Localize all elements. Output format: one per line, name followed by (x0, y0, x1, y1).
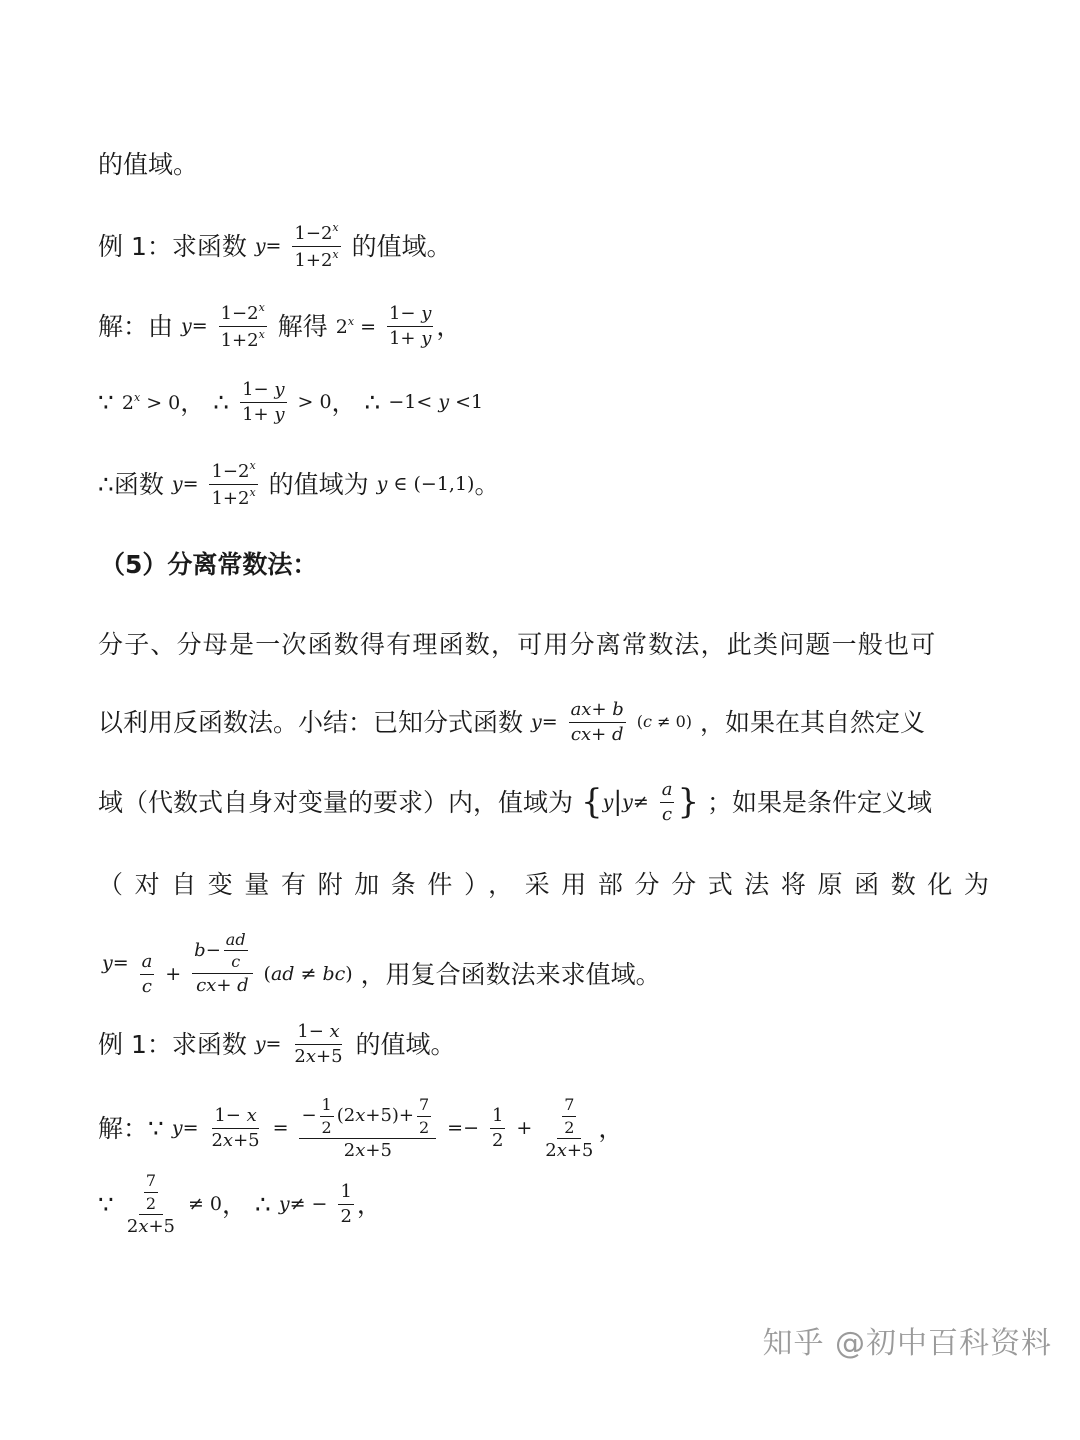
solution-2: 解：∵ y= $\frac{1- x}{2x+5}$ = − $\frac{1}{2}$ (2x+5)+ $\frac{7}{2}$ 2x+5 =− $\frac{1}{2}$ + $\frac{\frac{7}{2}}{2x+5}$ ， (98, 1095, 624, 1162)
solution-1: 解：由 y= $\frac{1-2^x}{1+2^x}$ 解得 $2^x$ = $\frac{1- y}{1+ y}$ ， (98, 301, 462, 351)
fraction: − $\frac{1}{2}$ (2x+5)+ $\frac{7}{2}$ 2x+5 (299, 1096, 436, 1161)
fraction: $\frac{1- x}{2x+5}$ (211, 1105, 260, 1151)
fraction: $\frac{1-2^x}{1+2^x}$ (211, 459, 256, 509)
formula: y (254, 234, 266, 257)
section-heading: （5）分离常数法： (100, 549, 318, 579)
text-line: 的值域。 (98, 149, 199, 179)
watermark: 知乎 @初中百科资料 (762, 1326, 1052, 1361)
fraction: $\frac{1-2^x}{1+2^x}$ (294, 221, 339, 271)
fraction: $\frac{ax+ b}{cx+ d}$ (570, 699, 624, 745)
fraction: $\frac{1-2^x}{1+2^x}$ (220, 301, 265, 351)
fraction: b− $\frac{ad}{c}$ cx+ d (192, 931, 252, 996)
paragraph-line: （对自变量有附加条件），采用部分分式法将原函数化为 (98, 869, 1001, 899)
fraction: $\frac{a}{c}$ (661, 779, 673, 825)
fraction: $\frac{1}{2}$ (340, 1181, 352, 1227)
paragraph-line: 域（代数式自身对变量的要求）内，值域为 {y|y≠ $\frac{a}{c}$ } ；如果是条件定义域 (98, 779, 933, 825)
fraction: $\frac{\frac{7}{2}}{2x+5}$ (126, 1171, 176, 1238)
reasoning-line: ∵ $2^x > 0$， ∴ $\frac{1- y}{1+ y}$ > 0， ∴ −1< y <1 (98, 379, 484, 425)
fraction: $\frac{\frac{7}{2}}{2x+5}$ (545, 1095, 594, 1162)
paragraph-line: y= $\frac{a}{c}$ + b− $\frac{ad}{c}$ cx+ d (ad ≠ bc) ，用复合函数法来求值域。 (102, 929, 661, 997)
example-2: 例 1：求函数 y= $\frac{1- x}{2x+5}$ 的值域。 (98, 1021, 456, 1067)
reasoning-line: ∵ $\frac{\frac{7}{2}}{2x+5}$ ≠ 0， ∴ y≠ − $\frac{1}{2}$ ， (98, 1171, 382, 1238)
fraction: $\frac{1- x}{2x+5}$ (294, 1021, 343, 1067)
fraction: $\frac{a}{c}$ (141, 951, 153, 997)
paragraph-line: 以利用反函数法。小结：已知分式函数 y= $\frac{ax+ b}{cx+ d}$ (c ≠ 0) ，如果在其自然定义 (98, 699, 925, 745)
fraction: $\frac{1- y}{1+ y}$ (242, 379, 285, 425)
conclusion-line: ∴函数 y= $\frac{1-2^x}{1+2^x}$ 的值域为 y ∈ (−1,1)。 (98, 459, 500, 509)
fraction: $\frac{1- y}{1+ y}$ (388, 303, 432, 349)
example-1: 例 1：求函数 y= $\frac{1-2^x}{1+2^x}$ 的值域。 (98, 221, 452, 271)
fraction: $\frac{1}{2}$ (491, 1105, 504, 1151)
paragraph-line: 分子、分母是一次函数得有理函数，可用分离常数法，此类问题一般也可 (98, 629, 937, 659)
